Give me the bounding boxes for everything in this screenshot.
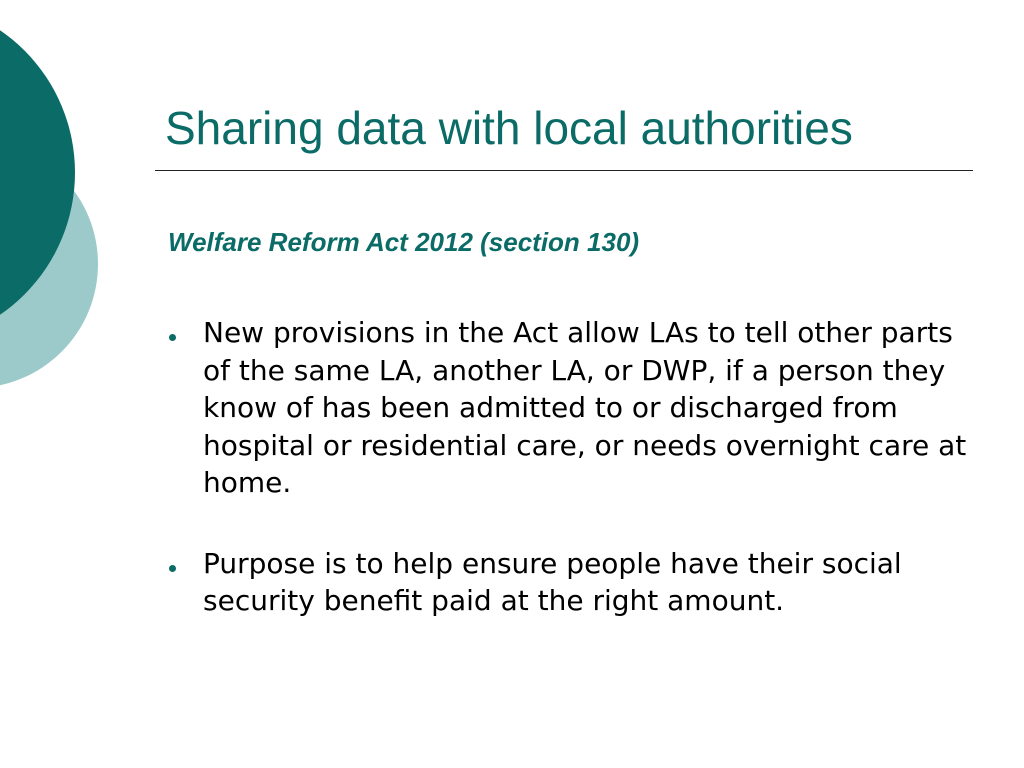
slide-title: Sharing data with local authorities <box>165 102 853 154</box>
slide-subtitle: Welfare Reform Act 2012 (section 130) <box>168 227 640 257</box>
title-divider <box>155 170 973 171</box>
bullet-dot-icon <box>169 334 176 341</box>
bullet-text: New provisions in the Act allow LAs to tell other parts of the same LA, another LA, or DWP, if a person they know of has been admitted to or discharged from hospital or residential care, or needs overnight care at home. <box>203 316 967 499</box>
bullet-list <box>165 314 975 620</box>
bullet-item <box>165 545 975 620</box>
bullet-dot-icon <box>169 565 176 572</box>
bullet-text: Purpose is to help ensure people have their social security benefit paid at the right amount. <box>203 546 902 617</box>
bullet-item <box>165 314 975 502</box>
